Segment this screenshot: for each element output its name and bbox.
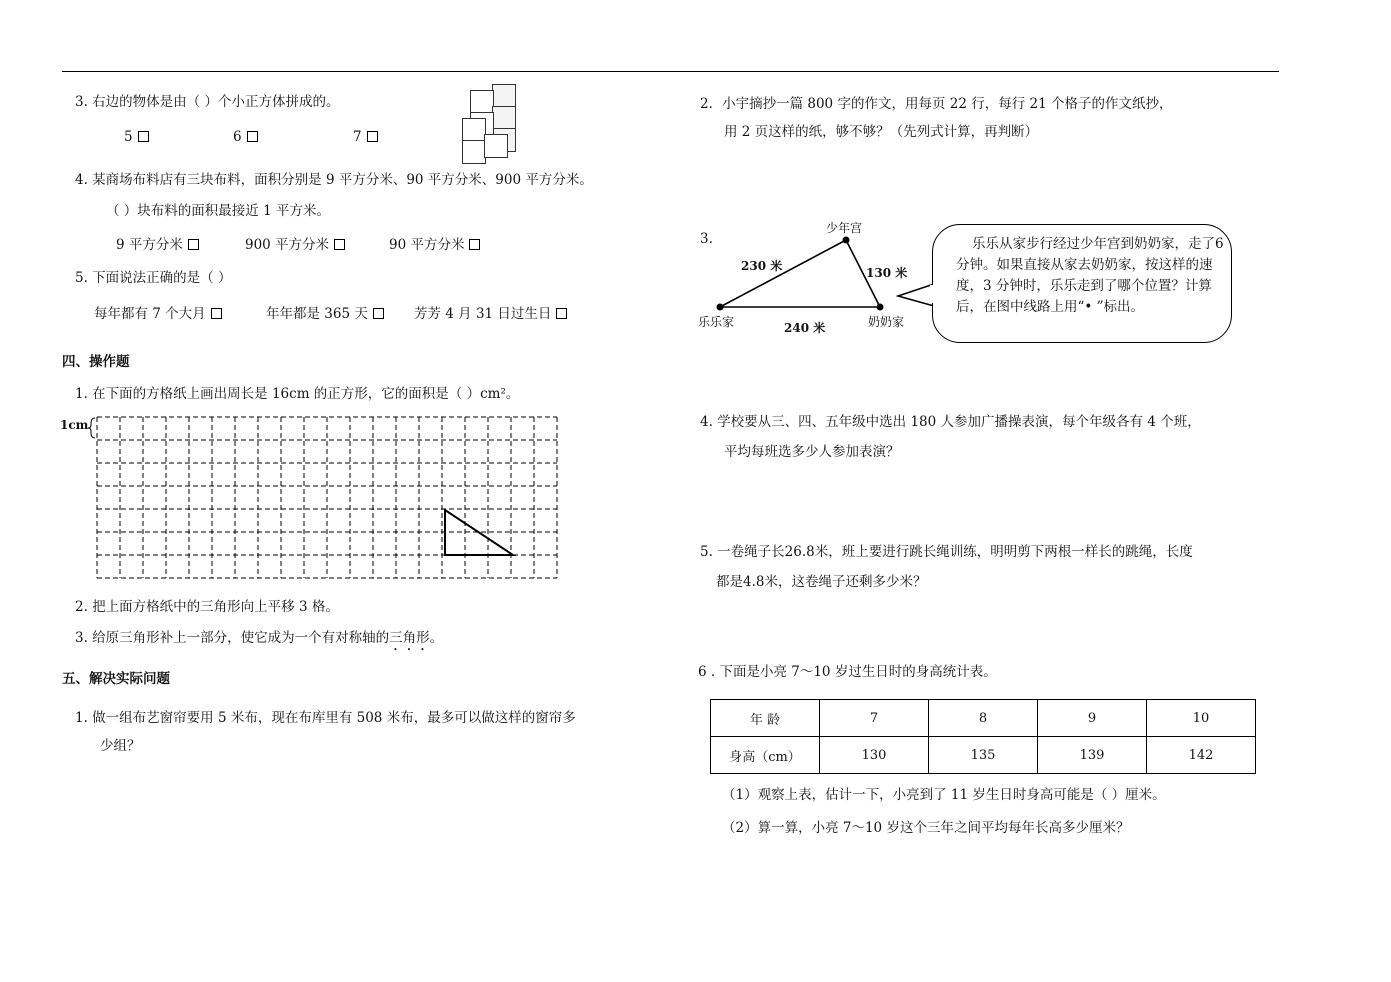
r-q5-line2: 都是4.8米，这卷绳子还剩多少米？ (716, 574, 927, 590)
checkbox[interactable] (469, 239, 480, 250)
table-row (711, 737, 1256, 774)
r-q2-line1: 2．小宇摘抄一篇 800 字的作文，用每页 22 行，每行 21 个格子的作文纸抄， (700, 96, 1173, 112)
sec4-q3-emphasis: 三角形 (389, 630, 430, 646)
cube-figure (462, 84, 530, 164)
sec4-q2: 2. 把上面方格纸中的三角形向上平移 3 格。 (75, 599, 339, 615)
grid-paper[interactable] (85, 415, 565, 583)
q3-opt-6: 6 (233, 129, 242, 145)
r-q5-line1: 5. 一卷绳子长26.8米，班上要进行跳长绳训练，明明剪下两根一样长的跳绳，长度 (700, 544, 1193, 560)
top-rule (62, 71, 1279, 72)
q3-opt-7-wrap (353, 129, 378, 145)
checkbox[interactable] (373, 308, 384, 319)
sec4-q1: 1. 在下面的方格纸上画出周长是 16cm 的正方形，它的面积是（ ）cm²。 (75, 386, 520, 402)
distance-230: 230 米 (741, 259, 783, 273)
section-5-title: 五、解决实际问题 (62, 671, 170, 687)
q5-option-2 (266, 302, 384, 322)
sec5-q1-line2: 少组？ (100, 738, 141, 754)
checkbox[interactable] (211, 308, 222, 319)
q5-opt-1: 每年都有 7 个大月 (94, 306, 206, 322)
q4-opt-90: 90 平方分米 (389, 237, 465, 253)
sec4-q3 (75, 626, 443, 654)
q3-opt-7: 7 (353, 129, 362, 145)
height-table (710, 699, 1256, 774)
checkbox[interactable] (247, 131, 258, 142)
q3-opt-5: 5 (124, 129, 133, 145)
table-cell: 年 龄 (711, 700, 820, 737)
r-q2-line2: 用 2 页这样的纸，够不够？（先列式计算，再判断） (724, 124, 1039, 140)
distance-130: 130 米 (866, 266, 908, 280)
q4-option-2 (245, 233, 345, 253)
checkbox[interactable] (138, 131, 149, 142)
place-grandma-home: 奶奶家 (868, 315, 905, 329)
bubble-content: 乐乐从家步行经过少年宫到奶奶家，走了6分钟。如果直接从家去奶奶家，按这样的速度，3 分钟时，乐乐走到了哪个位置？计算后，在图中线路上用“• ”标出。 (956, 236, 1224, 315)
r-q6-sub1: （1）观察上表，估计一下，小亮到了 11 岁生日时身高可能是（ ）厘米。 (722, 787, 1166, 803)
place-lele-home: 乐乐家 (698, 315, 735, 329)
r-q3-num: 3. (700, 231, 713, 247)
table-cell: 142 (1147, 737, 1256, 774)
section-4-title: 四、操作题 (62, 354, 130, 370)
sec4-q3-post: 。 (429, 630, 444, 646)
q4-opt-900: 900 平方分米 (245, 237, 330, 253)
triangle-shape (445, 510, 513, 555)
checkbox[interactable] (556, 308, 567, 319)
q5-option-3 (414, 302, 567, 322)
q5-opt-2: 年年都是 365 天 (266, 306, 368, 322)
table-cell: 7 (820, 700, 929, 737)
r-q4-line2: 平均每班选多少人参加表演？ (724, 444, 900, 460)
table-cell: 139 (1038, 737, 1147, 774)
q4-opt-9: 9 平方分米 (116, 237, 183, 253)
speech-bubble-text (956, 234, 1228, 318)
table-cell: 130 (820, 737, 929, 774)
sec4-q3-pre: 3. 给原三角形补上一部分，使它成为一个有对称轴的 (75, 630, 390, 646)
q3-text: 3. 右边的物体是由（ ）个小正方体拼成的。 (75, 94, 340, 110)
table-cell: 身高（cm） (711, 737, 820, 774)
checkbox[interactable] (188, 239, 199, 250)
checkbox[interactable] (334, 239, 345, 250)
q3-opt-6-wrap (233, 129, 258, 145)
q4-option-1 (116, 233, 199, 253)
r-q6-title: 6 . 下面是小亮 7～10 岁过生日时的身高统计表。 (698, 664, 997, 680)
q5-opt-3: 芳芳 4 月 31 日过生日 (414, 306, 552, 322)
table-cell: 135 (929, 737, 1038, 774)
route-diagram (700, 225, 960, 335)
checkbox[interactable] (367, 131, 378, 142)
sec5-q1-line1: 1. 做一组布艺窗帘要用 5 米布，现在布库里有 508 米布，最多可以做这样的窗帘多 (75, 710, 576, 726)
table-cell: 10 (1147, 700, 1256, 737)
q5-text: 5. 下面说法正确的是（ ） (75, 270, 232, 286)
q4-option-3 (389, 233, 480, 253)
distance-240: 240 米 (784, 321, 826, 335)
table-cell: 9 (1038, 700, 1147, 737)
q4-line2: （ ）块布料的面积最接近 1 平方米。 (106, 203, 330, 219)
q4-line1: 4. 某商场布料店有三块布料，面积分别是 9 平方分米、90 平方分米、900 平方分米。 (75, 172, 593, 188)
r-q4-line1: 4. 学校要从三、四、五年级中选出 180 人参加广播操表演，每个年级各有 4 个班， (700, 414, 1201, 430)
place-youth-palace: 少年宫 (826, 221, 863, 235)
table-cell: 8 (929, 700, 1038, 737)
r-q6-sub2: （2）算一算，小亮 7～10 岁这个三年之间平均每年长高多少厘米？ (722, 820, 1130, 836)
grid-label: 1cm (60, 418, 89, 432)
q3-options (124, 129, 149, 145)
q5-option-1 (94, 302, 222, 322)
table-row (711, 700, 1256, 737)
brace-icon (88, 418, 95, 438)
